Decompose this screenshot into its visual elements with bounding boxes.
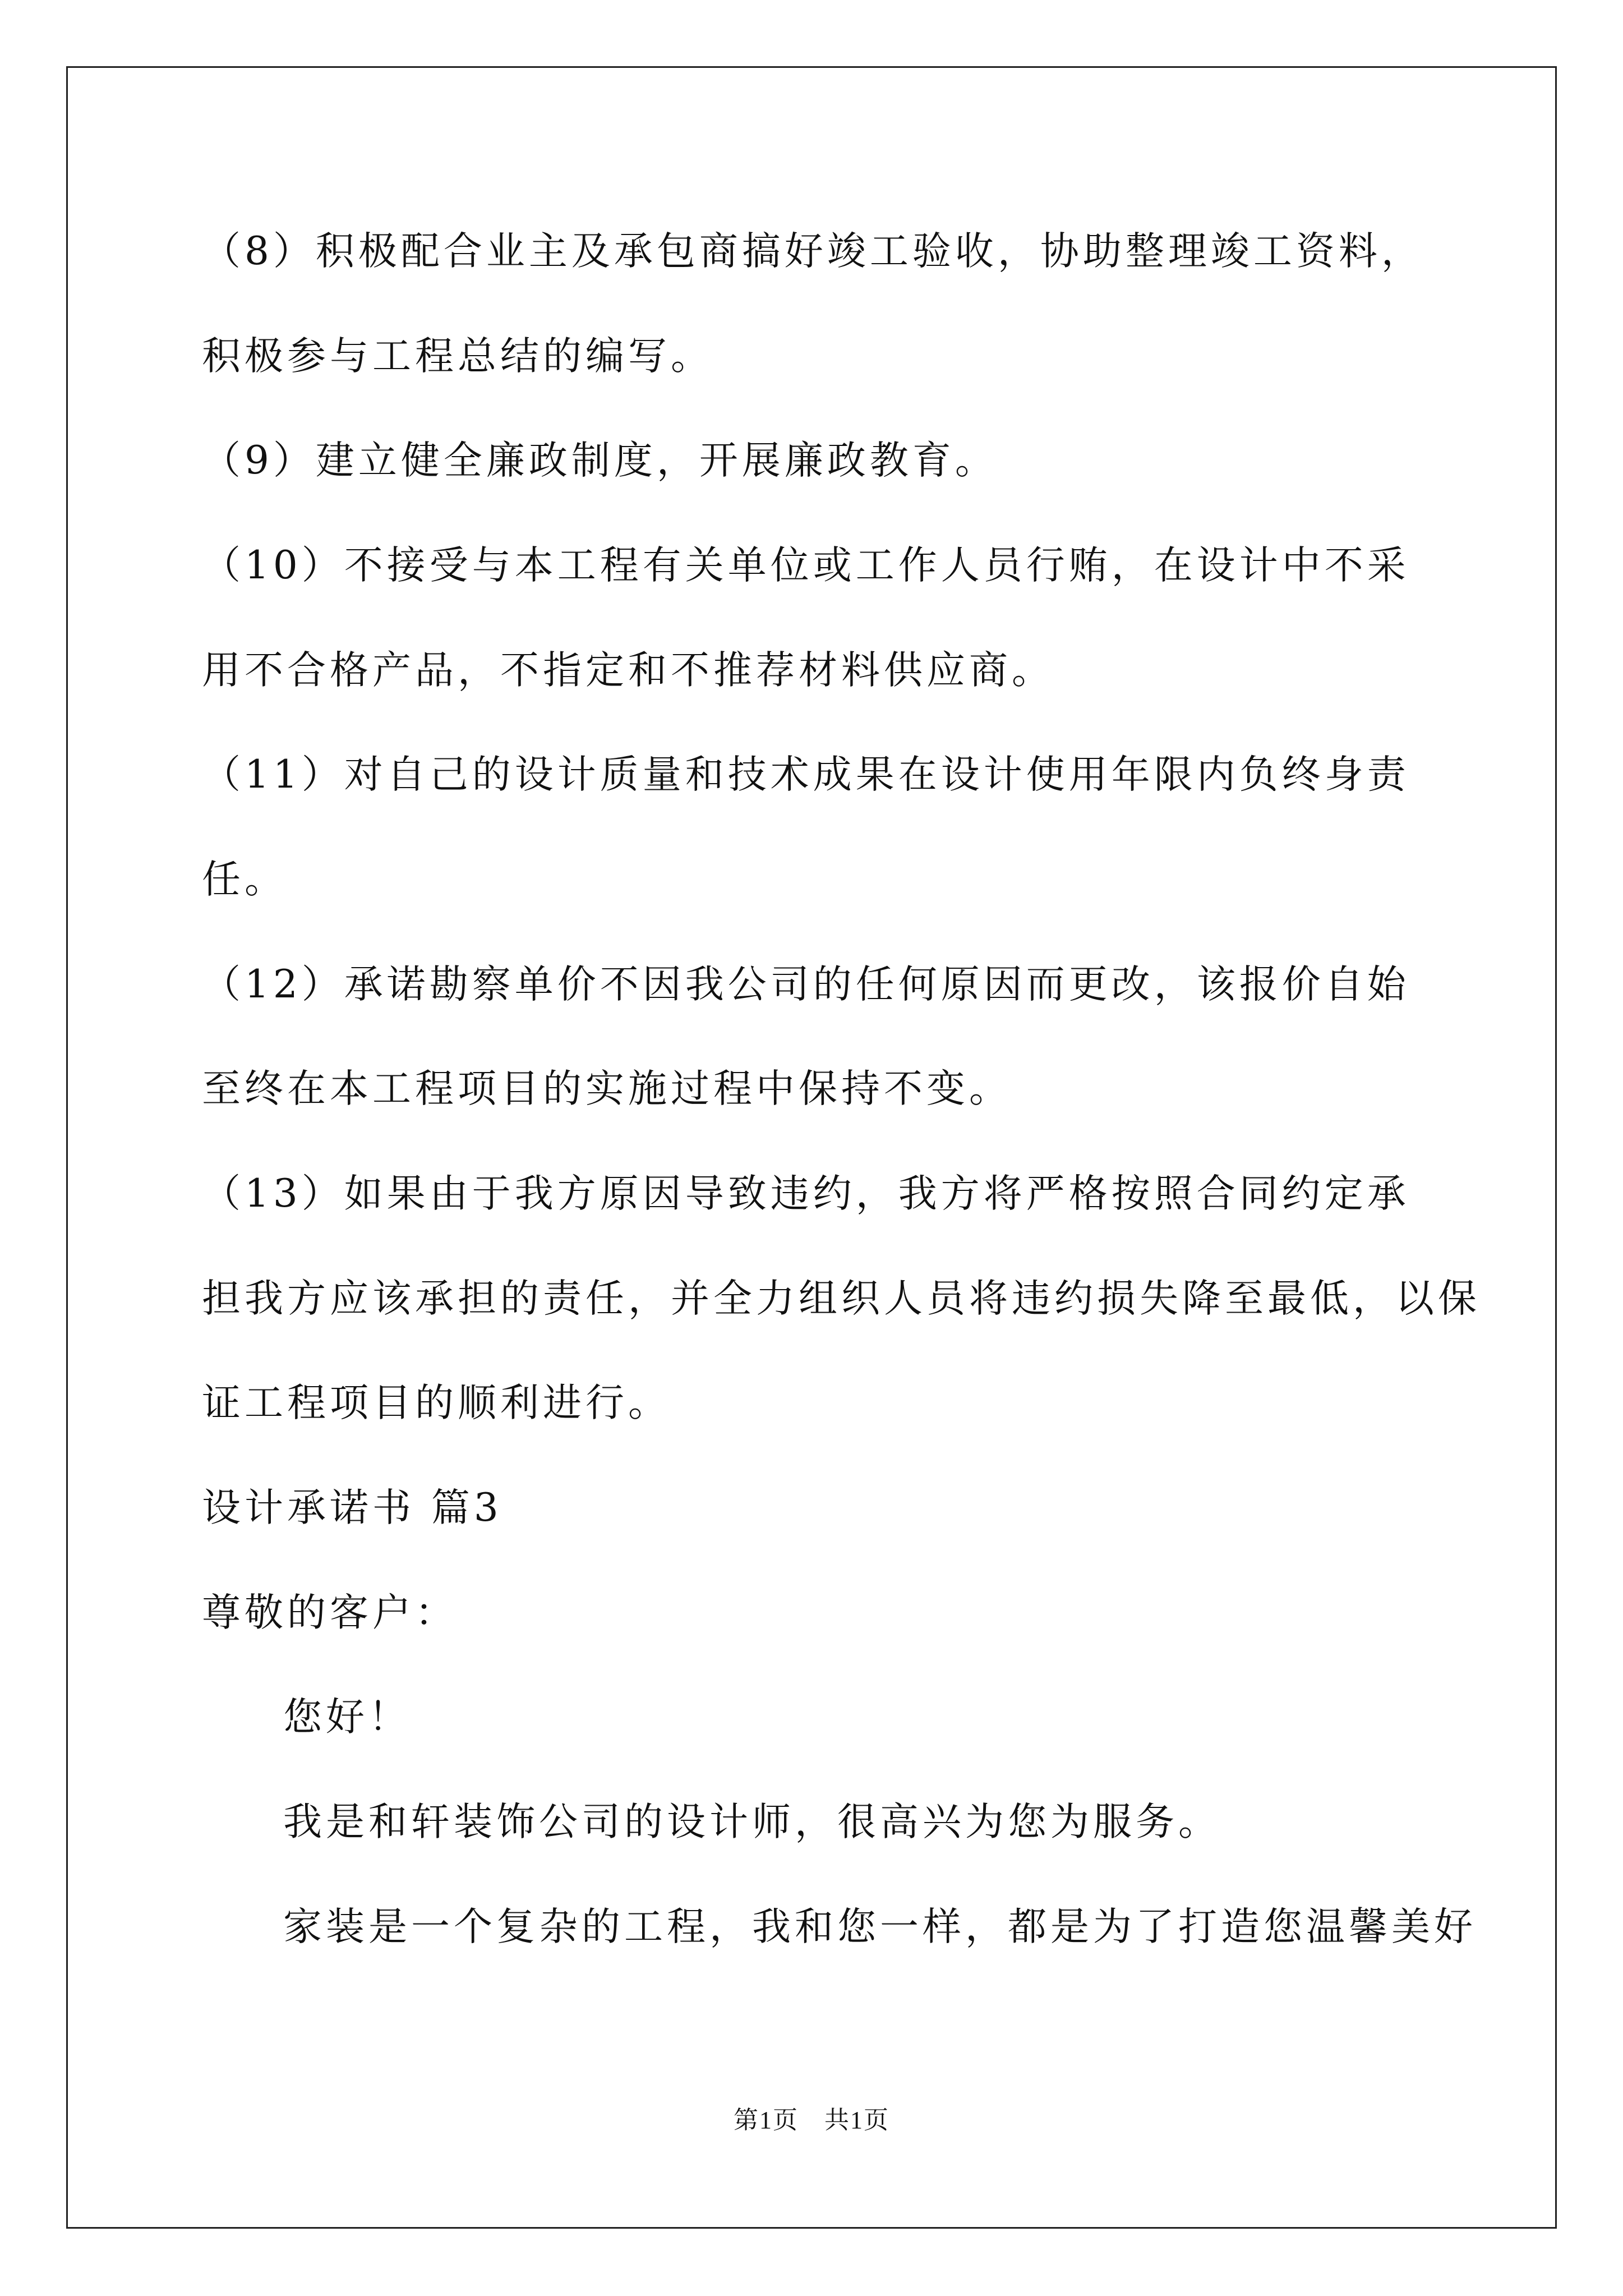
paragraph-12-line-2: 至终在本工程项目的实施过程中保持不变。 (202, 1066, 1012, 1111)
section-heading: 设计承诺书 篇3 (202, 1485, 502, 1530)
paragraph-11-line-1: （11）对自己的设计质量和技术成果在设计使用年限内负终身责 (202, 752, 1410, 797)
paragraph-13-line-3: 证工程项目的顺利进行。 (202, 1381, 671, 1425)
page-footer: 第1页 共1页 (734, 2106, 889, 2134)
paragraph-13-line-1: （13）如果由于我方原因导致违约，我方将严格按照合同约定承 (202, 1171, 1410, 1216)
paragraph-13-line-2: 担我方应该承担的责任，并全力组织人员将违约损失降至最低，以保 (202, 1276, 1481, 1321)
greeting: 您好！ (283, 1695, 411, 1740)
intro-paragraph: 我是和轩装饰公司的设计师，很高兴为您为服务。 (283, 1800, 1221, 1844)
paragraph-8-line-2: 积极参与工程总结的编写。 (202, 334, 713, 379)
paragraph-10-line-1: （10）不接受与本工程有关单位或工作人员行贿，在设计中不采 (202, 543, 1410, 588)
body-paragraph-line-1: 家装是一个复杂的工程，我和您一样，都是为了打造您温馨美好 (283, 1904, 1477, 1949)
paragraph-12-line-1: （12）承诺勘察单价不因我公司的任何原因而更改，该报价自始 (202, 962, 1410, 1007)
paragraph-10-line-2: 用不合格产品，不指定和不推荐材料供应商。 (202, 648, 1054, 693)
paragraph-11-line-2: 任。 (202, 857, 287, 902)
paragraph-8-line-1: （8）积极配合业主及承包商搞好竣工验收，协助整理竣工资料， (202, 229, 1424, 274)
paragraph-9: （9）建立健全廉政制度，开展廉政教育。 (202, 438, 998, 483)
salutation: 尊敬的客户： (202, 1590, 458, 1635)
